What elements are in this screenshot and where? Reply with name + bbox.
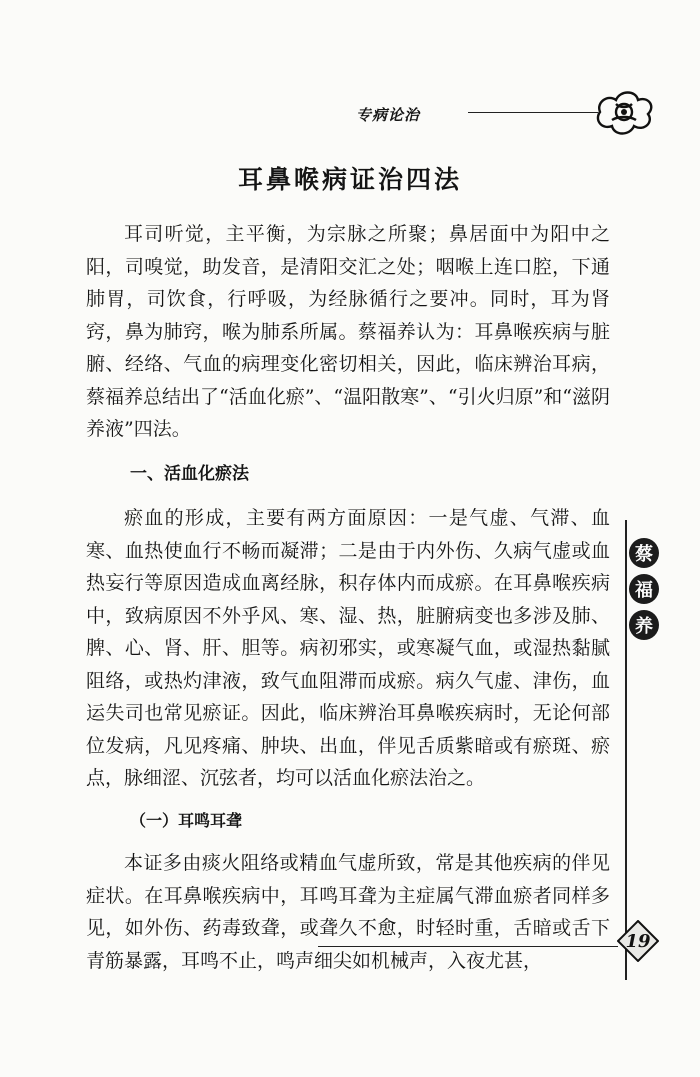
subsection-paragraph: 本证多由痰火阻络或精血气虚所致，常是其他疾病的伴见症状。在耳鼻喉疾病中，耳鸣耳聋为主症属气滞血瘀者同样多见，如外伤、药毒致聋，或聋久不愈，时轻时重，舌暗或舌下青筋暴露，耳鸣不止，鸣声细尖如机械声，入夜尤甚， — [86, 852, 610, 972]
floral-ornament-icon — [590, 82, 658, 138]
side-char: 养 — [629, 610, 659, 640]
running-header: 专病论治 — [356, 106, 421, 124]
side-char: 福 — [629, 574, 659, 604]
page-number: 19 — [625, 930, 651, 952]
section-heading: 一、活血化瘀法 — [130, 463, 249, 484]
footer-rule — [318, 946, 618, 947]
side-char: 蔡 — [629, 538, 659, 568]
intro-paragraph: 耳司听觉，主平衡，为宗脉之所聚；鼻居面中为阳中之阳，司嗅觉，助发音，是清阳交汇之处；咽喉上连口腔，下通肺胃，司饮食，行呼吸，为经脉循行之要冲。同时，耳为肾窍，鼻为肺窍，喉为肺系所属。蔡福养认为：耳鼻喉疾病与脏腑、经络、气血的病理变化密切相关，因此，临床辨治耳病，蔡福养总结出了“活血化瘀”、“温阳散寒”、“引火归原”和“滋阴养液”四法。 — [86, 223, 610, 440]
side-author-label — [627, 538, 661, 640]
subsection-heading: （一）耳鸣耳聋 — [130, 810, 243, 830]
section-paragraph: 瘀血的形成，主要有两方面原因：一是气虚、气滞、血寒、血热使血行不畅而凝滞；二是由于内外伤、久病气虚或血热妄行等原因造成血离经脉，积存体内而成瘀。在耳鼻喉疾病中，致病原因不外乎风、寒、湿、热，脏腑病变也多涉及肺、脾、心、肾、肝、胆等。病初邪实，或寒凝气血，或湿热黏腻阻络，或热灼津液，致气血阻滞而成瘀。病久气虚、津伤，血运失司也常见瘀证。因此，临床辨治耳鼻喉疾病时，无论何部位发病，凡见疼痛、肿块、出血，伴见舌质紫暗或有瘀斑、瘀点，脉细涩、沉弦者，均可以活血化瘀法治之。 — [86, 507, 610, 789]
header-rule — [468, 112, 598, 113]
article-title: 耳鼻喉病证治四法 — [237, 165, 462, 194]
article-body — [86, 218, 610, 977]
